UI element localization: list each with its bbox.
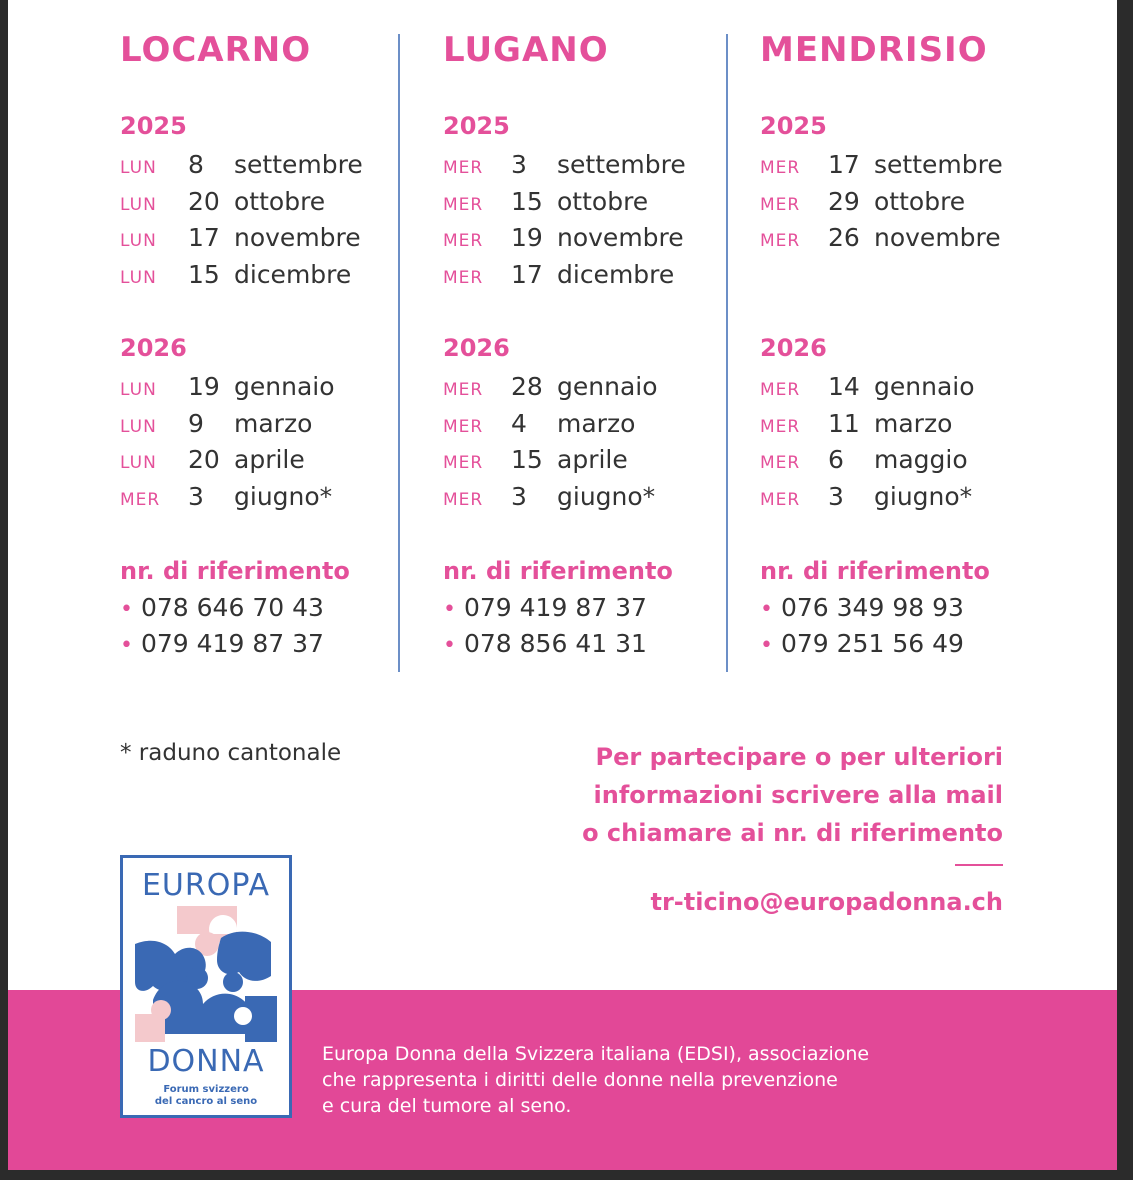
date-row xyxy=(760,187,1060,219)
month: novembre xyxy=(234,223,361,252)
logo-word-bottom: DONNA xyxy=(147,1044,265,1079)
weekday: MER xyxy=(760,490,801,510)
month: giugno* xyxy=(557,482,656,511)
day-number: 26 xyxy=(828,223,860,252)
date-row xyxy=(443,150,743,182)
column-mendrisio xyxy=(760,0,1060,700)
date-row xyxy=(120,150,420,182)
year-heading: 2026 xyxy=(120,334,187,362)
date-row xyxy=(760,445,1060,477)
day-number: 15 xyxy=(511,445,543,474)
city-title: LOCARNO xyxy=(120,30,312,70)
date-row xyxy=(120,187,420,219)
date-row xyxy=(443,482,743,514)
year-heading: 2025 xyxy=(443,112,510,140)
email-link[interactable]: tr-ticino@europadonna.ch xyxy=(650,888,1003,916)
cta-line: informazioni scrivere alla mail xyxy=(593,781,1003,809)
weekday: MER xyxy=(443,417,484,437)
flyer-page xyxy=(8,0,1117,1170)
date-row xyxy=(443,223,743,255)
day-number: 8 xyxy=(188,150,204,179)
month: ottobre xyxy=(874,187,966,216)
date-row xyxy=(760,372,1060,404)
day-number: 3 xyxy=(511,150,527,179)
day-number: 14 xyxy=(828,372,860,401)
association-description xyxy=(322,1041,1022,1119)
logo-word-top: EUROPA xyxy=(141,868,271,903)
description-line: che rappresenta i diritti delle donne nella prevenzione xyxy=(322,1069,838,1091)
logo-tagline-line: Forum svizzero xyxy=(163,1084,249,1095)
weekday: LUN xyxy=(120,231,157,251)
weekday: MER xyxy=(443,268,484,288)
month: novembre xyxy=(874,223,1001,252)
weekday: MER xyxy=(443,231,484,251)
column-lugano xyxy=(443,0,733,700)
weekday: MER xyxy=(760,231,801,251)
date-row xyxy=(120,409,420,441)
day-number: 20 xyxy=(188,187,220,216)
weekday: MER xyxy=(120,490,161,510)
day-number: 11 xyxy=(828,409,860,438)
year-heading: 2025 xyxy=(760,112,827,140)
day-number: 17 xyxy=(188,223,220,252)
year-heading: 2026 xyxy=(443,334,510,362)
date-row xyxy=(443,187,743,219)
month: giugno* xyxy=(874,482,973,511)
month: settembre xyxy=(234,150,363,179)
reference-title: nr. di riferimento xyxy=(760,557,990,585)
weekday: MER xyxy=(443,453,484,473)
month: marzo xyxy=(557,409,636,438)
footnote: * raduno cantonale xyxy=(120,740,342,766)
date-row xyxy=(760,150,1060,182)
month: ottobre xyxy=(557,187,649,216)
month: giugno* xyxy=(234,482,333,511)
month: marzo xyxy=(874,409,953,438)
month: settembre xyxy=(874,150,1003,179)
month: dicembre xyxy=(234,260,352,289)
month: ottobre xyxy=(234,187,326,216)
bullet-icon: • xyxy=(443,597,456,622)
logo-tagline-line: del cancro al seno xyxy=(154,1096,258,1107)
date-row xyxy=(760,482,1060,514)
day-number: 15 xyxy=(188,260,220,289)
weekday: LUN xyxy=(120,268,157,288)
bullet-icon: • xyxy=(120,633,133,658)
weekday: MER xyxy=(443,380,484,400)
month: settembre xyxy=(557,150,686,179)
weekday: MER xyxy=(760,158,801,178)
day-number: 19 xyxy=(188,372,220,401)
phone-number: • 078 856 41 31 xyxy=(443,629,647,658)
weekday: LUN xyxy=(120,453,157,473)
phone-number: • 076 349 98 93 xyxy=(760,593,964,622)
date-row xyxy=(120,445,420,477)
month: aprile xyxy=(234,445,305,474)
bullet-icon: • xyxy=(443,633,456,658)
bullet-icon: • xyxy=(120,597,133,622)
cta-line: o chiamare ai nr. di riferimento xyxy=(582,819,1003,847)
day-number: 17 xyxy=(511,260,543,289)
phone-number: • 079 419 87 37 xyxy=(120,629,324,658)
weekday: MER xyxy=(760,417,801,437)
day-number: 28 xyxy=(511,372,543,401)
date-row xyxy=(120,260,420,292)
year-heading: 2026 xyxy=(760,334,827,362)
column-divider xyxy=(726,34,728,672)
description-line: Europa Donna della Svizzera italiana (EDSI), associazione xyxy=(322,1043,870,1065)
day-number: 6 xyxy=(828,445,844,474)
puzzle-figures-icon xyxy=(133,904,279,1044)
date-row xyxy=(120,372,420,404)
month: dicembre xyxy=(557,260,675,289)
date-row xyxy=(443,409,743,441)
cta-line: Per partecipare o per ulteriori xyxy=(595,743,1003,771)
weekday: MER xyxy=(443,158,484,178)
column-divider xyxy=(398,34,400,672)
city-title: MENDRISIO xyxy=(760,30,988,70)
date-row xyxy=(443,260,743,292)
day-number: 9 xyxy=(188,409,204,438)
day-number: 3 xyxy=(828,482,844,511)
phone-number: • 079 419 87 37 xyxy=(443,593,647,622)
month: gennaio xyxy=(557,372,658,401)
month: gennaio xyxy=(234,372,335,401)
month: gennaio xyxy=(874,372,975,401)
date-row xyxy=(443,445,743,477)
weekday: LUN xyxy=(120,380,157,400)
day-number: 15 xyxy=(511,187,543,216)
day-number: 3 xyxy=(188,482,204,511)
europa-donna-logo xyxy=(120,855,292,1118)
column-locarno xyxy=(120,0,400,700)
date-row xyxy=(120,482,420,514)
month: aprile xyxy=(557,445,628,474)
city-title: LUGANO xyxy=(443,30,609,70)
date-row xyxy=(120,223,420,255)
month: marzo xyxy=(234,409,313,438)
bullet-icon: • xyxy=(760,633,773,658)
cta-separator xyxy=(955,864,1003,866)
day-number: 3 xyxy=(511,482,527,511)
weekday: MER xyxy=(443,490,484,510)
day-number: 19 xyxy=(511,223,543,252)
day-number: 20 xyxy=(188,445,220,474)
day-number: 29 xyxy=(828,187,860,216)
day-number: 4 xyxy=(511,409,527,438)
weekday: MER xyxy=(443,195,484,215)
date-row xyxy=(443,372,743,404)
month: novembre xyxy=(557,223,684,252)
reference-title: nr. di riferimento xyxy=(120,557,350,585)
phone-number: • 079 251 56 49 xyxy=(760,629,964,658)
call-to-action xyxy=(483,738,1003,852)
weekday: MER xyxy=(760,380,801,400)
description-line: e cura del tumore al seno. xyxy=(322,1095,572,1117)
weekday: LUN xyxy=(120,417,157,437)
year-heading: 2025 xyxy=(120,112,187,140)
phone-number: • 078 646 70 43 xyxy=(120,593,324,622)
day-number: 17 xyxy=(828,150,860,179)
date-row xyxy=(760,223,1060,255)
bullet-icon: • xyxy=(760,597,773,622)
weekday: LUN xyxy=(120,195,157,215)
weekday: MER xyxy=(760,195,801,215)
reference-title: nr. di riferimento xyxy=(443,557,673,585)
date-row xyxy=(760,409,1060,441)
month: maggio xyxy=(874,445,968,474)
weekday: MER xyxy=(760,453,801,473)
logo-tagline xyxy=(123,1084,289,1108)
weekday: LUN xyxy=(120,158,157,178)
